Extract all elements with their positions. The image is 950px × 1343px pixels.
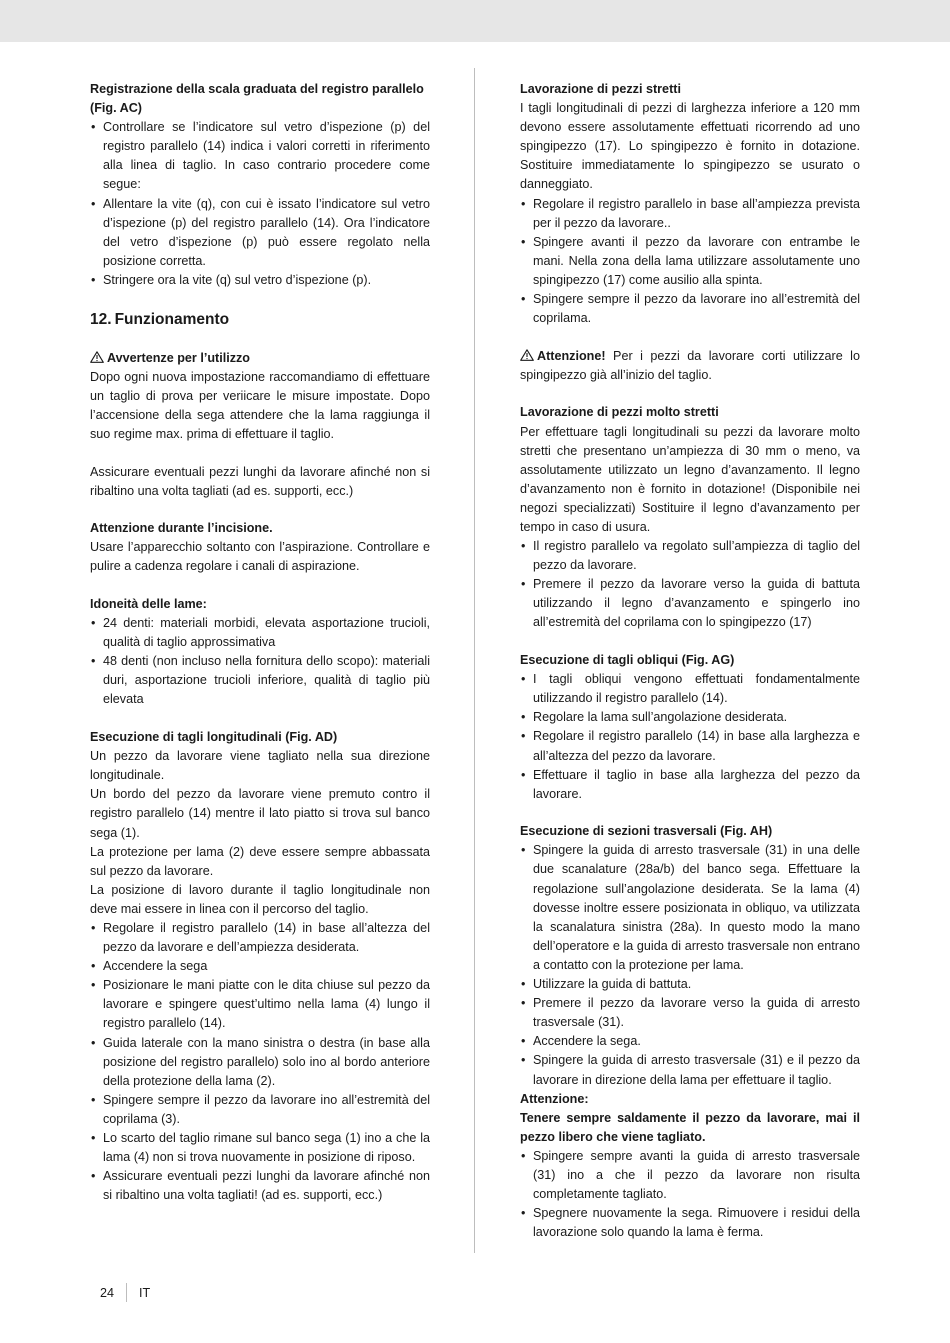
list-item: • Posizionare le mani piatte con le dita chiuse sul pezzo da lavorare e spingere quest’ultimo nella lama (4) lungo il registro parallelo (14).: [90, 976, 430, 1033]
bullet-list: [520, 670, 860, 804]
section-short-pieces-warning: [520, 347, 860, 385]
paragraph: Dopo ogni nuova impostazione raccomandiamo di effettuare un taglio di prova per veriicare le misure impostate. Dopo l’accensione della sega attendere che la lama raggiunga il suo regime max. prima di effettuare il taglio.: [90, 369, 430, 441]
page-number: 24: [100, 1285, 115, 1300]
top-bar: [0, 0, 950, 42]
list-item: • Effettuare il taglio in base alla larghezza del pezzo da lavorare.: [520, 766, 860, 804]
list-item: • Regolare il registro parallelo in base all’ampiezza prevista per il pezzo da lavorare..: [520, 195, 860, 233]
attention-text: Per i pezzi da lavorare corti utilizzare lo spingipezzo già all’inizio del taglio.: [520, 348, 860, 382]
attention-label: Attenzione!: [537, 348, 606, 363]
paragraph: Per effettuare tagli longitudinali su pezzi da lavorare molto stretti che presentano un’ampiezza di 30 mm o meno, va assolutamente utilizzato un legno d’avanzamento. Il legno d’avanzamento non è fornito in dotazione! (Disponibile nei negozi specializzati) Sostituire il legno d’avanzamento per tempo in caso di usura.: [520, 424, 860, 534]
list-item: • Regolare il registro parallelo (14) in base all’altezza del pezzo da lavorare e dell’ampiezza desiderata.: [90, 919, 430, 957]
paragraph: Un bordo del pezzo da lavorare viene premuto contro il registro parallelo (14) mentre il lato piatto si trova sul banco sega (1).: [90, 787, 430, 840]
bullet-list: [90, 919, 430, 1205]
section-title: Esecuzione di tagli longitudinali (Fig. AD): [90, 730, 338, 745]
chapter-heading: [90, 309, 430, 331]
list-item: • Assicurare eventuali pezzi lunghi da lavorare afinché non si ribaltino una volta tagliati! (ad es. supporti, ecc.): [90, 1167, 430, 1205]
list-item: • Regolare la lama sull’angolazione desiderata.: [520, 708, 860, 727]
list-item: • Spingere avanti il pezzo da lavorare con entrambe le mani. Nella zona della lama utilizzare assolutamente uno spingipezzo (17) come ausilio alla spinta.: [520, 233, 860, 290]
bullet-list: [90, 118, 430, 290]
list-item: • Il registro parallelo va regolato sull’ampiezza di taglio del pezzo da lavorare.: [520, 537, 860, 575]
paragraph: Assicurare eventuali pezzi lunghi da lavorare afinché non si ribaltino una volta tagliati (ad es. supporti, ecc.): [90, 464, 430, 498]
section-longitudinal-cuts: [90, 728, 430, 1205]
list-item: • Premere il pezzo da lavorare verso la guida di arresto trasversale (31).: [520, 994, 860, 1032]
section-title: Attenzione durante l’incisione.: [90, 521, 273, 536]
section-usage-warnings: [90, 349, 430, 501]
language-code: IT: [139, 1285, 151, 1300]
paragraph: Un pezzo da lavorare viene tagliato nella sua direzione longitudinale.: [90, 749, 430, 783]
list-item: • Guida laterale con la mano sinistra o destra (in base alla posizione del registro parallelo) solo ino al bordo anteriore della protezione della lama (2).: [90, 1034, 430, 1091]
section-blade-suitability: [90, 595, 430, 710]
list-item: • Spingere sempre avanti la guida di arresto trasversale (31) ino a che il pezzo da lavorare non risulta completamente tagliato.: [520, 1147, 860, 1204]
page-footer: [100, 1283, 150, 1302]
section-title-text: Avvertenze per l’utilizzo: [107, 350, 250, 365]
paragraph: La protezione per lama (2) deve essere sempre abbassata sul pezzo da lavorare.: [90, 844, 430, 878]
list-item: • I tagli obliqui vengono effettuati fondamentalmente utilizzando il registro parallelo (14).: [520, 670, 860, 708]
section-incision-attention: [90, 519, 430, 576]
paragraph: Usare l’apparecchio soltanto con l’aspirazione. Controllare e pulire a cadenza regolare i canali di aspirazione.: [90, 540, 430, 574]
section-title: Esecuzione di sezioni trasversali (Fig. AH): [520, 824, 773, 839]
list-item: • Lo scarto del taglio rimane sul banco sega (1) ino a che la lama (4) non si trova nuovamente in posizione di riposo.: [90, 1129, 430, 1167]
section-title: Esecuzione di tagli obliqui (Fig. AG): [520, 653, 735, 668]
section-oblique-cuts: [520, 651, 860, 804]
list-item: • Stringere ora la vite (q) sul vetro d’ispezione (p).: [90, 271, 430, 290]
warning-triangle-icon: [520, 349, 534, 361]
list-item: • Utilizzare la guida di battuta.: [520, 975, 860, 994]
list-item: • Spingere sempre il pezzo da lavorare ino all’estremità del coprilama.: [520, 290, 860, 328]
bullet-list: [520, 537, 860, 632]
list-item: • Accendere la sega.: [520, 1032, 860, 1051]
section-title: Idoneità delle lame:: [90, 596, 207, 611]
bullet-list: [520, 1147, 860, 1242]
bullet-list: [520, 841, 860, 1089]
list-item: • Spingere la guida di arresto trasversale (31) in una delle due scanalature (28a/b) del banco sega. Effettuare la regolazione sull’angolazione desiderata. Se la lama (4) dovesse inoltre essere posizionata in obliquo, va utilizzata la scanalatura sinistra (28a). In questo modo la mano dell’operatore e la guida di arresto trasversale non entrano a contatto con la protezione per lama.: [520, 841, 860, 975]
paragraph: I tagli longitudinali di pezzi di larghezza inferiore a 120 mm devono essere assolutamente effettuati ricorrendo ad uno spingipezzo (17). Lo spingipezzo è fornito in dotazione. Sostituire immediatamente lo spingipezzo se usurato o danneggiato.: [520, 101, 860, 192]
left-column: [90, 80, 430, 1224]
list-item: • Regolare il registro parallelo (14) in base alla larghezza e all’altezza del pezzo da lavorare.: [520, 727, 860, 765]
section-title: Lavorazione di pezzi stretti: [520, 82, 681, 96]
list-item: • Accendere la sega: [90, 957, 430, 976]
section-title: [90, 349, 430, 368]
attention-heading: Attenzione:: [520, 1091, 589, 1106]
paragraph: [520, 347, 860, 385]
list-item: • Spingere la guida di arresto trasversale (31) e il pezzo da lavorare in direzione della lama per effettuare il taglio.: [520, 1051, 860, 1089]
section-title: Lavorazione di pezzi molto stretti: [520, 405, 719, 420]
column-divider: [474, 68, 475, 1253]
bullet-list: [520, 195, 860, 329]
section-very-narrow-pieces: [520, 403, 860, 632]
list-item: • 24 denti: materiali morbidi, elevata asportazione trucioli, qualità di taglio approssimativa: [90, 614, 430, 652]
list-item: • Allentare la vite (q), con cui è issato l’indicatore sul vetro d’ispezione (p) del registro parallelo (14). Ora l’indicatore del vetro d’ispezione (p) può essere regolato nella posizione corretta.: [90, 195, 430, 271]
list-item: • 48 denti (non incluso nella fornitura dello scopo): materiali duri, asportazione trucioli inferiore, qualità di taglio più elevata: [90, 652, 430, 709]
chapter-title: Funzionamento: [114, 310, 230, 328]
attention-statement: Tenere sempre saldamente il pezzo da lavorare, mai il pezzo libero che viene tagliato.: [520, 1110, 860, 1144]
chapter-number: 12.: [90, 310, 112, 328]
list-item: • Premere il pezzo da lavorare verso la guida di battuta utilizzando il legno d’avanzamento e spingerlo ino all’estremità del coprilama con lo spingipezzo (17): [520, 575, 860, 632]
right-column: [520, 80, 860, 1261]
section-title: Registrazione della scala graduata del registro parallelo (Fig. AC): [90, 82, 424, 116]
section-narrow-pieces: [520, 80, 860, 328]
section-scale-adjustment: [90, 80, 430, 290]
list-item: • Spingere sempre il pezzo da lavorare ino all’estremità del coprilama (3).: [90, 1091, 430, 1129]
bullet-list: [90, 614, 430, 709]
section-cross-cuts: [520, 822, 860, 1242]
list-item: • Spegnere nuovamente la sega. Rimuovere i residui della lavorazione solo quando la lama è ferma.: [520, 1204, 860, 1242]
list-item: • Controllare se l’indicatore sul vetro d’ispezione (p) del registro parallelo (14) indica i valori corretti in riferimento alla linea di taglio. In caso contrario procedere come segue:: [90, 118, 430, 194]
warning-triangle-icon: [90, 351, 104, 363]
paragraph: La posizione di lavoro durante il taglio longitudinale non deve mai essere in linea con il percorso del taglio.: [90, 882, 430, 916]
